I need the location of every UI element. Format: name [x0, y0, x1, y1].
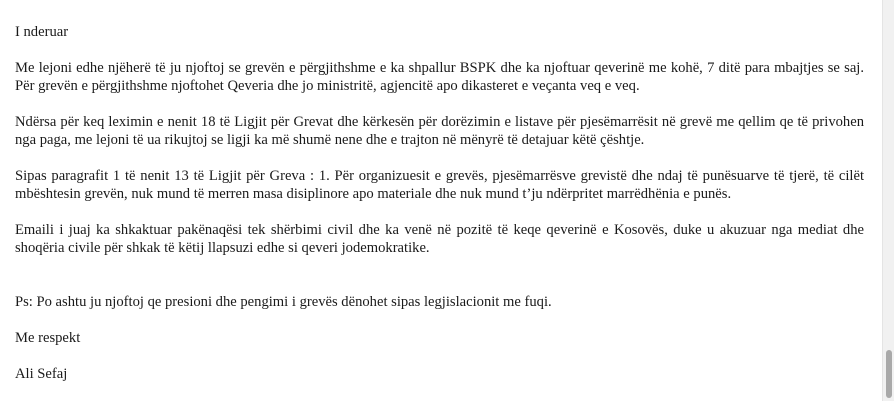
vertical-scrollbar[interactable] — [882, 0, 894, 401]
email-greeting: I nderuar — [15, 24, 69, 40]
email-paragraph-4: Emaili i juaj ka shkaktuar pakënaqësi tek shërbimi civil dhe ka venë në pozitë të keqe qeverinë e Kosovës, duke u akuzuar nga mediat dhe shoqëria civile për shkak të këtij llapsuzi edhe si qeveri jodemokratike. — [15, 222, 864, 256]
email-paragraph-3: Sipas paragrafit 1 të nenit 13 të Ligjit për Greva : 1. Për organizuesit e grevës, pjesëmarrësve grevistë dhe ndaj të punësuarve të tjerë, të cilët mbështesin grevën, nuk mund të merren masa disiplinore apo materiale dhe nuk mund t’ju ndërpritet marrëdhënia e punës. — [15, 168, 864, 202]
email-closing: Me respekt — [15, 330, 81, 346]
email-postscript: Ps: Po ashtu ju njoftoj qe presioni dhe pengimi i grevës dënohet sipas legjislacionit me fuqi. — [15, 294, 552, 310]
scrollbar-thumb[interactable] — [886, 350, 892, 398]
partial-top-line — [15, 0, 864, 5]
email-paragraph-2: Ndërsa për keq leximin e nenit 18 të Ligjit për Grevat dhe kërkesën për dorëzimin e listave për pjesëmarrësit në grevë me qellim qe të privohen nga paga, me lejoni të ua rikujtoj se ligji ka më shumë nene dhe e trajton në mënyrë të detajuar këtë çështje. — [15, 114, 864, 148]
email-body — [15, 0, 864, 383]
email-signature: Ali Sefaj — [15, 366, 68, 382]
email-paragraph-1: Me lejoni edhe njëherë të ju njoftoj se grevën e përgjithshme e ka shpallur BSPK dhe ka njoftuar qeverinë me kohë, 7 ditë para mbajtjes se saj. Për grevën e përgjithshme njoftohet Qeveria dhe jo ministritë, agjencitë apo dikasteret e veçanta veq e veq. — [15, 60, 864, 94]
